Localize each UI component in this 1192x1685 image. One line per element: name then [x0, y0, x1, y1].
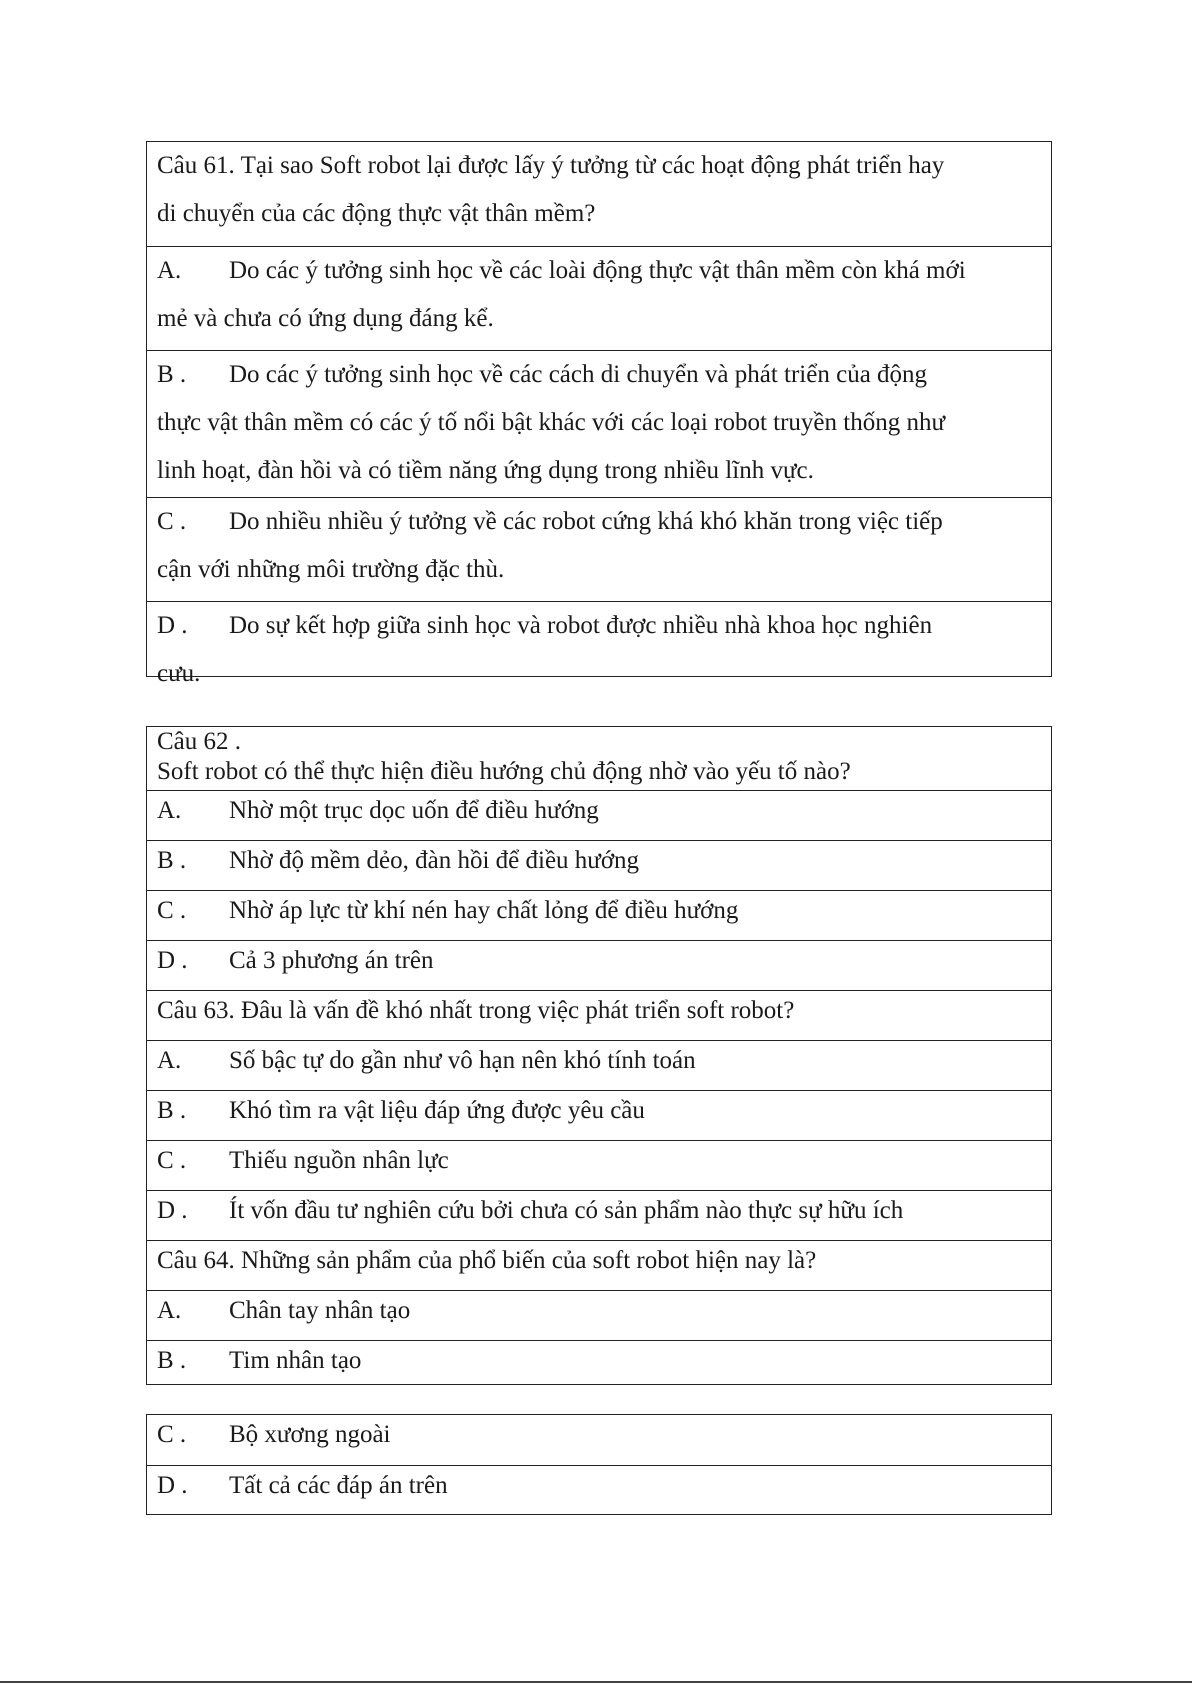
option-text-line-1: Do nhiều nhiều ý tưởng về các robot cứng khá khó khăn trong việc tiếp — [229, 508, 943, 535]
option-letter: A. — [157, 257, 182, 284]
question-64-option-a — [147, 1290, 1051, 1340]
question-62-option-a — [147, 790, 1051, 840]
option-letter: C . — [157, 897, 187, 924]
question-61-option-b — [147, 350, 1051, 497]
question-64-text: Câu 64. Những sản phẩm của phổ biến của soft robot hiện nay là? — [157, 1247, 817, 1274]
option-letter: A. — [157, 1047, 182, 1074]
option-letter: C . — [157, 1421, 187, 1448]
question-61-option-a — [147, 246, 1051, 350]
option-letter: C . — [157, 1147, 187, 1174]
option-letter: D . — [157, 1197, 188, 1224]
option-letter: B . — [157, 1097, 187, 1124]
option-letter: C . — [157, 508, 187, 535]
option-text: Nhờ áp lực từ khí nén hay chất lỏng để điều hướng — [229, 897, 739, 924]
question-63-option-b — [147, 1090, 1051, 1140]
option-letter: D . — [157, 947, 188, 974]
question-61-prompt — [147, 142, 1051, 246]
question-62-option-d — [147, 940, 1051, 990]
question-64-option-d — [147, 1465, 1051, 1515]
question-62-prompt — [147, 727, 1051, 790]
option-text: Nhờ độ mềm dẻo, đàn hồi để điều hướng — [229, 847, 640, 874]
option-letter: A. — [157, 1297, 182, 1324]
option-letter: D . — [157, 1472, 188, 1499]
question-63-prompt — [147, 990, 1051, 1040]
question-61-option-d — [147, 601, 1051, 702]
option-letter: B . — [157, 361, 187, 388]
option-text-line-2: cận với những môi trường đặc thù. — [157, 556, 505, 583]
question-62-label: Câu 62 . — [157, 728, 242, 755]
option-text-line-2: cưu. — [157, 660, 201, 687]
option-text: Nhờ một trục dọc uốn để điều hướng — [229, 797, 599, 824]
question-61-table — [146, 141, 1052, 687]
option-text-line-2: thực vật thân mềm có các ý tố nổi bật khác với các loại robot truyền thống như — [157, 409, 946, 436]
option-text: Chân tay nhân tạo — [229, 1297, 411, 1324]
option-text: Bộ xương ngoài — [229, 1421, 391, 1448]
question-64-continuation-table — [146, 1414, 1052, 1515]
option-text: Cả 3 phương án trên — [229, 947, 434, 974]
question-64-option-b — [147, 1340, 1051, 1390]
option-text: Số bậc tự do gần như vô hạn nên khó tính toán — [229, 1047, 696, 1074]
option-letter: D . — [157, 612, 188, 639]
option-text: Ít vốn đầu tư nghiên cứu bởi chưa có sản phẩm nào thực sự hữu ích — [229, 1197, 904, 1224]
option-text: Tim nhân tạo — [229, 1347, 362, 1374]
question-63-option-c — [147, 1140, 1051, 1190]
question-64-prompt — [147, 1240, 1051, 1290]
option-text-line-1: Do các ý tưởng sinh học về các cách di chuyển và phát triển của động — [229, 361, 928, 388]
option-text: Tất cả các đáp án trên — [229, 1472, 448, 1499]
question-61-option-c — [147, 497, 1051, 601]
option-letter: A. — [157, 797, 182, 824]
option-text-line-3: linh hoạt, đàn hồi và có tiềm năng ứng dụng trong nhiều lĩnh vực. — [157, 457, 814, 484]
question-63-option-d — [147, 1190, 1051, 1240]
question-61-line-2: di chuyển của các động thực vật thân mềm? — [157, 200, 596, 227]
option-text-line-2: mẻ và chưa có ứng dụng đáng kể. — [157, 305, 494, 332]
option-letter: B . — [157, 847, 187, 874]
questions-62-64-table — [146, 726, 1052, 1385]
question-63-option-a — [147, 1040, 1051, 1090]
option-text: Thiếu nguồn nhân lực — [229, 1147, 449, 1174]
option-letter: B . — [157, 1347, 187, 1374]
question-62-option-b — [147, 840, 1051, 890]
option-text-line-1: Do sự kết hợp giữa sinh học và robot được nhiều nhà khoa học nghiên — [229, 612, 933, 639]
option-text-line-1: Do các ý tưởng sinh học về các loài động thực vật thân mềm còn khá mới — [229, 257, 966, 284]
page-footer-divider — [0, 1681, 1192, 1683]
question-63-text: Câu 63. Đâu là vấn đề khó nhất trong việc phát triển soft robot? — [157, 997, 795, 1024]
question-64-option-c — [147, 1415, 1051, 1465]
question-62-text: Soft robot có thể thực hiện điều hướng chủ động nhờ vào yếu tố nào? — [157, 758, 851, 785]
question-61-line-1: Câu 61. Tại sao Soft robot lại được lấy ý tưởng từ các hoạt động phát triển hay — [157, 152, 945, 179]
question-62-option-c — [147, 890, 1051, 940]
option-text: Khó tìm ra vật liệu đáp ứng được yêu cầu — [229, 1097, 645, 1124]
